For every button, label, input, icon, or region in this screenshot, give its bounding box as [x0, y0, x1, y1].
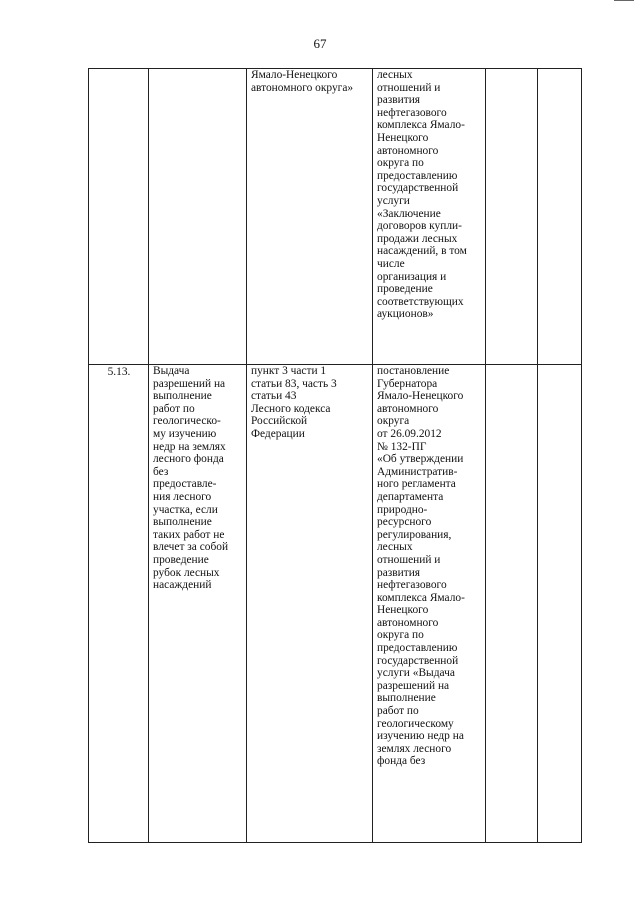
cell-number: [89, 69, 149, 365]
cell-regulation-act: постановление Губернатора Ямало-Ненецкого автономного округа от 26.09.2012 № 132-ПГ «Об утверждении Административ- ного регламента департамента природно- ресурсного регулирования, лесных отношений и развития нефтегазового комплекса Ямало- Ненецкого автономного округа по предоставлению государственной услуги «Выдача разрешений на выполнение работ по геологическому изучению недр на землях лесного фонда без: [373, 365, 486, 843]
cell-number: 5.13.: [89, 365, 149, 843]
cell-empty-6: [538, 69, 582, 365]
cell-service-name: [149, 69, 247, 365]
cell-empty-6: [538, 365, 582, 843]
cell-service-name: Выдача разрешений на выполнение работ по геологическо- му изучению недр на землях лесного фонда без предоставле- ния лесного участка, если выполнение таких работ не влечет за собой проведение рубок лесных насаждений: [149, 365, 247, 843]
page-number: 67: [313, 36, 327, 51]
table-row: [89, 365, 582, 843]
cell-regulation-act: лесных отношений и развития нефтегазового комплекса Ямало- Ненецкого автономного округа по предоставлению государственной услуги «Заключение договоров купли- продажи лесных насаждений, в том числе организация и проведение соответствующих аукционов»: [373, 69, 486, 365]
scan-mark: [614, 0, 634, 1]
regulations-table: [88, 68, 582, 843]
cell-legal-basis: пункт 3 части 1 статьи 83, часть 3 статьи 43 Лесного кодекса Российской Федерации: [247, 365, 373, 843]
cell-empty-5: [486, 365, 538, 843]
table-row: [89, 69, 582, 365]
cell-legal-basis: Ямало-Ненецкого автономного округа»: [247, 69, 373, 365]
cell-empty-5: [486, 69, 538, 365]
